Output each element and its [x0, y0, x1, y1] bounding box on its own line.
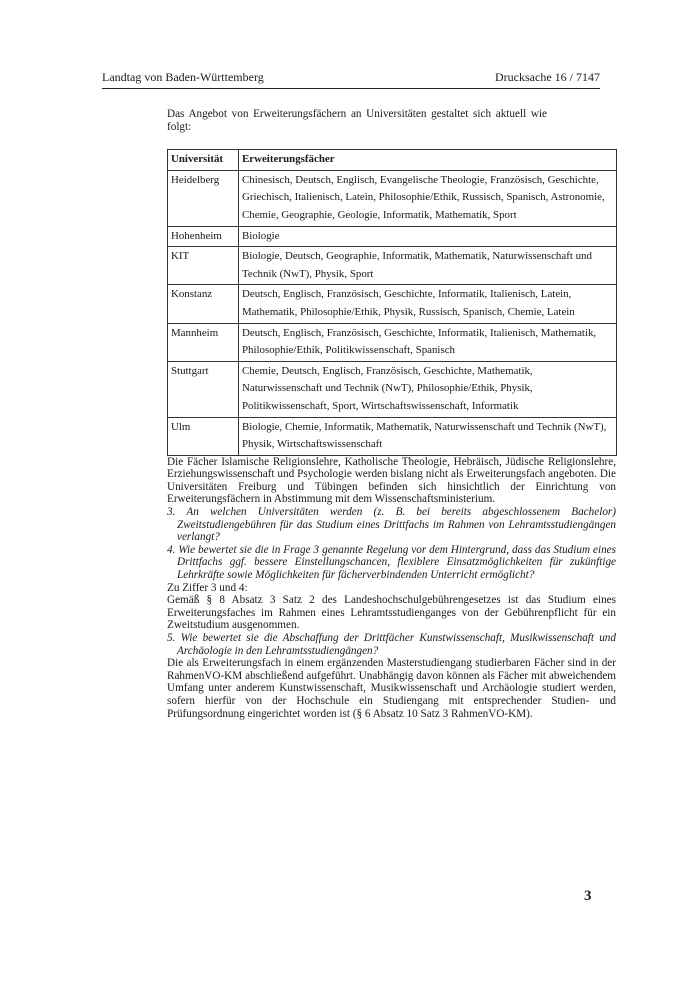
table-header-university: Universität	[168, 150, 239, 171]
table-cell-subjects: Deutsch, Englisch, Französisch, Geschichte, Informatik, Italienisch, Latein, Mathematik, Philosophie/Ethik, Physik, Russisch, Spanisch, Chemie, Latein	[239, 285, 617, 323]
table-cell-university: Heidelberg	[168, 170, 239, 226]
table-cell-subjects: Biologie, Chemie, Informatik, Mathematik, Naturwissenschaft und Technik (NwT), Physik, Wirtschaftswissenschaft	[239, 417, 617, 455]
header-left: Landtag von Baden-Württemberg	[102, 70, 264, 84]
table-row	[168, 361, 617, 417]
table-row	[168, 247, 617, 285]
question-3: 3. An welchen Universitäten werden (z. B. bei bereits abgeschlossenem Bachelor) Zweitstudiengebühren für das Studium eines Drittfachs im Rahmen von Lehramtsstudiengängen verlangt?	[167, 506, 616, 544]
intro-paragraph: Das Angebot von Erweiterungsfächern an Universitäten gestaltet sich aktuell wie folgt:	[167, 108, 547, 133]
table-row	[168, 285, 617, 323]
table-header-row	[168, 150, 617, 171]
table-cell-university: Ulm	[168, 417, 239, 455]
table-cell-subjects: Chemie, Deutsch, Englisch, Französisch, Geschichte, Mathematik, Naturwissenschaft und Technik (NwT), Philosophie/Ethik, Physik, Politikwissenschaft, Sport, Wirtschaftswissenschaft, Informatik	[239, 361, 617, 417]
table-cell-university: Konstanz	[168, 285, 239, 323]
subjects-table	[167, 149, 617, 456]
table-row	[168, 417, 617, 455]
question-4: 4. Wie bewertet sie die in Frage 3 genannte Regelung vor dem Hintergrund, dass das Studium eines Drittfachs ggf. bessere Einstellungschancen, flexiblere Einsatzmöglichkeiten für zukünftige Lehrkräfte sowie Möglichkeiten für fächerverbindenden Unterricht ermöglicht?	[167, 543, 616, 582]
answer-5: Die als Erweiterungsfach in einem ergänzenden Masterstudiengang studierbaren Fächer sind in der RahmenVO-KM abschließend aufgeführt. Unabhängig davon können als Fächer mit abweichendem Umfang unter anderem Kunstwissenschaft, Musikwissenschaft und Archäologie studiert werden, sofern hierfür von der Hochschule ein Studiengang mit entsprechender Studien- und Prüfungsordnung eingerichtet worden ist (§ 6 Absatz 10 Satz 3 RahmenVO-KM).	[167, 657, 616, 720]
table-cell-university: KIT	[168, 247, 239, 285]
answer-3-4: Gemäß § 8 Absatz 3 Satz 2 des Landeshochschulgebührengesetzes ist das Studium eines Erweiterungsfaches im Rahmen eines Lehramtsstudienganges von der Gebührenpflicht für ein Zweitstudium ausgenommen.	[167, 594, 616, 632]
table-cell-university: Stuttgart	[168, 361, 239, 417]
page-header	[102, 70, 600, 89]
table-row	[168, 226, 617, 247]
table-cell-subjects: Deutsch, Englisch, Französisch, Geschichte, Informatik, Italienisch, Mathematik, Philosophie/Ethik, Politikwissenschaft, Spanisch	[239, 323, 617, 361]
table-cell-subjects: Chinesisch, Deutsch, Englisch, Evangelische Theologie, Französisch, Geschichte, Griechisch, Italienisch, Latein, Philosophie/Ethik, Russisch, Spanisch, Astronomie, Chemie, Geographie, Geologie, Informatik, Mathematik, Sport	[239, 170, 617, 226]
table-row	[168, 323, 617, 361]
table-cell-university: Mannheim	[168, 323, 239, 361]
table-cell-subjects: Biologie	[239, 226, 617, 247]
table-cell-university: Hohenheim	[168, 226, 239, 247]
table-header-subjects: Erweiterungsfächer	[239, 150, 617, 171]
page-number: 3	[584, 888, 592, 904]
page-content	[167, 108, 616, 720]
paragraph-not-offered: Die Fächer Islamische Religionslehre, Katholische Theologie, Hebräisch, Jüdische Religionslehre, Erziehungswissenschaft und Psychologie werden bislang nicht als Erweiterungsfach angeboten. Die Universitäten Freiburg und Tübingen befinden sich hinsichtlich der Einrichtung von Erweiterungsfächern in Abstimmung mit dem Wissenschaftsministerium.	[167, 455, 616, 506]
table-cell-subjects: Biologie, Deutsch, Geographie, Informatik, Mathematik, Naturwissenschaft und Technik (NwT), Physik, Sport	[239, 247, 617, 285]
table-row	[168, 170, 617, 226]
header-right: Drucksache 16 / 7147	[495, 70, 600, 84]
question-5: 5. Wie bewertet sie die Abschaffung der Drittfächer Kunstwissenschaft, Musikwissenschaft und Archäologie in den Lehramtsstudiengängen?	[167, 632, 616, 657]
answer-heading: Zu Ziffer 3 und 4:	[167, 581, 248, 594]
